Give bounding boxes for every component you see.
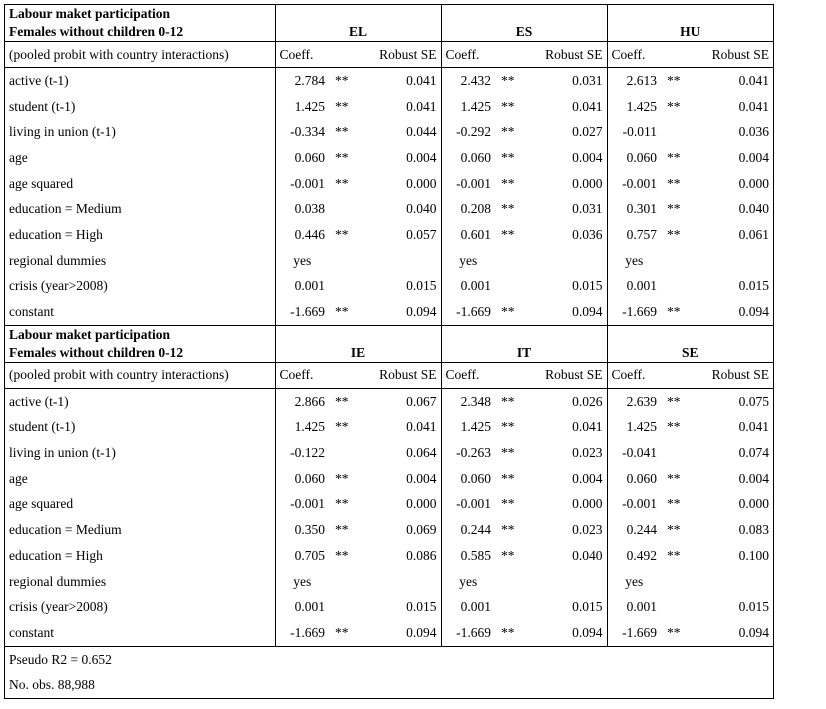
significance-stars: ** [335, 98, 349, 114]
robust-se-header: Robust SE [527, 42, 607, 68]
column-header-row [5, 362, 773, 388]
coeff-value: -1.669 [441, 620, 495, 646]
coeff-value: 1.425 [441, 94, 495, 120]
country-label: IE [275, 344, 441, 363]
row-label: regional dummies [9, 573, 107, 589]
significance-stars [329, 594, 361, 620]
significance-stars: ** [501, 226, 515, 242]
significance-stars: ** [667, 175, 681, 191]
row-label: age [9, 470, 28, 486]
coeff-value: -1.669 [607, 299, 661, 325]
significance-stars: ** [501, 72, 515, 88]
robust-se-header: Robust SE [693, 42, 773, 68]
table-row [5, 492, 773, 518]
robust-se-value: 0.036 [572, 226, 603, 242]
robust-se-value: 0.057 [406, 226, 437, 242]
coeff-value: 2.432 [441, 68, 495, 94]
coeff-value: 0.060 [275, 145, 329, 171]
significance-stars [661, 274, 693, 300]
panel-title-row [5, 5, 773, 23]
robust-se-value: 0.064 [406, 445, 437, 461]
coeff-value: 0.757 [607, 222, 661, 248]
coeff-value: 1.425 [607, 94, 661, 120]
robust-se-value: 0.000 [406, 175, 437, 191]
coeff-value: 0.244 [607, 517, 661, 543]
significance-stars [495, 274, 527, 300]
significance-stars: ** [667, 149, 681, 165]
robust-se-value: 0.004 [738, 149, 769, 165]
row-label: crisis (year>2008) [9, 278, 108, 294]
table-row [5, 415, 773, 441]
significance-stars: ** [335, 419, 349, 435]
robust-se-header: Robust SE [693, 362, 773, 388]
robust-se-value: 0.094 [693, 299, 773, 325]
robust-se-value: 0.015 [572, 278, 603, 294]
significance-stars: ** [335, 547, 349, 563]
panel-subtitle-row [5, 23, 773, 42]
coeff-value: -0.011 [607, 119, 661, 145]
coeff-value: 2.639 [607, 388, 661, 414]
significance-stars: ** [335, 470, 349, 486]
coeff-value: 0.301 [607, 196, 661, 222]
row-label: student (t-1) [9, 419, 76, 435]
table-row [5, 388, 773, 414]
coeff-value: 0.244 [441, 517, 495, 543]
coeff-value: 0.492 [607, 543, 661, 569]
robust-se-value: 0.041 [738, 98, 769, 114]
stars-header [329, 42, 361, 68]
coeff-value: -0.334 [275, 119, 329, 145]
coeff-value: yes [607, 569, 661, 595]
robust-se-value: 0.031 [572, 201, 603, 217]
coeff-value: yes [441, 248, 495, 274]
row-label: active (t-1) [9, 72, 69, 88]
stars-header [661, 42, 693, 68]
coeff-value: -1.669 [275, 620, 329, 646]
row-label: crisis (year>2008) [9, 599, 108, 615]
coeff-header: Coeff. [441, 362, 495, 388]
robust-se-value [361, 569, 441, 595]
robust-se-value: 0.000 [738, 175, 769, 191]
coeff-value: -0.001 [275, 492, 329, 518]
country-header-blank [441, 5, 607, 23]
table-row [5, 466, 773, 492]
panel-title: Labour maket participation [9, 6, 171, 21]
row-label: education = Medium [9, 201, 122, 217]
coeff-value: yes [275, 569, 329, 595]
robust-se-value: 0.094 [361, 299, 441, 325]
significance-stars: ** [501, 547, 515, 563]
coeff-value: yes [275, 248, 329, 274]
robust-se-header: Robust SE [361, 42, 441, 68]
significance-stars: ** [501, 393, 515, 409]
table-row [5, 68, 773, 94]
robust-se-value: 0.015 [406, 278, 437, 294]
table-row [5, 171, 773, 197]
coeff-value: -0.001 [607, 492, 661, 518]
significance-stars: ** [667, 226, 681, 242]
robust-se-value: 0.044 [406, 124, 437, 140]
country-header-blank [275, 5, 441, 23]
row-label: education = High [9, 547, 103, 563]
significance-stars: ** [329, 620, 361, 646]
row-label: student (t-1) [9, 98, 76, 114]
robust-se-header: Robust SE [361, 362, 441, 388]
significance-stars [329, 440, 361, 466]
robust-se-value: 0.015 [738, 599, 769, 615]
significance-stars [661, 440, 693, 466]
coeff-value: yes [441, 569, 495, 595]
coeff-value: -0.263 [441, 440, 495, 466]
significance-stars: ** [667, 470, 681, 486]
country-label: HU [607, 23, 773, 42]
significance-stars: ** [667, 72, 681, 88]
coeff-value: 0.001 [607, 594, 661, 620]
row-label: living in union (t-1) [9, 445, 116, 461]
table-row [5, 119, 773, 145]
row-label: active (t-1) [9, 393, 69, 409]
significance-stars: ** [335, 393, 349, 409]
robust-se-value: 0.094 [693, 620, 773, 646]
coeff-header: Coeff. [441, 42, 495, 68]
significance-stars: ** [335, 124, 349, 140]
coeff-value: 0.001 [441, 274, 495, 300]
table-row [5, 222, 773, 248]
significance-stars: ** [335, 149, 349, 165]
robust-se-value: 0.041 [572, 419, 603, 435]
panel-title: Labour maket participation [5, 325, 275, 344]
significance-stars: ** [335, 226, 349, 242]
robust-se-value: 0.094 [361, 620, 441, 646]
robust-se-value: 0.086 [406, 547, 437, 563]
row-label: constant [5, 620, 275, 646]
country-label: SE [607, 344, 773, 363]
significance-stars: ** [501, 98, 515, 114]
coeff-header: Coeff. [275, 362, 329, 388]
observation-count: No. obs. 88,988 [9, 677, 95, 693]
row-label: age squared [9, 496, 74, 512]
robust-se-header: Robust SE [527, 362, 607, 388]
significance-stars [661, 119, 693, 145]
significance-stars: ** [501, 175, 515, 191]
significance-stars [329, 248, 361, 274]
table-row [5, 299, 773, 325]
robust-se-value: 0.004 [572, 470, 603, 486]
coeff-value: -0.001 [275, 171, 329, 197]
coeff-value: 0.208 [441, 196, 495, 222]
significance-stars: ** [661, 620, 693, 646]
panel-subtitle: Females without children 0-12 [5, 344, 275, 363]
coeff-value: 0.001 [275, 594, 329, 620]
country-header-blank [607, 5, 773, 23]
row-label: education = High [9, 226, 103, 242]
robust-se-value: 0.023 [572, 522, 603, 538]
robust-se-value: 0.004 [572, 149, 603, 165]
coeff-value: 0.060 [607, 466, 661, 492]
row-label: regional dummies [9, 252, 107, 268]
coeff-value: -0.041 [607, 440, 661, 466]
significance-stars: ** [661, 299, 693, 325]
country-label: EL [275, 23, 441, 42]
robust-se-value: 0.026 [572, 393, 603, 409]
table-row [5, 517, 773, 543]
robust-se-value: 0.036 [738, 124, 769, 140]
robust-se-value [527, 248, 607, 274]
robust-se-value: 0.074 [738, 445, 769, 461]
significance-stars: ** [667, 522, 681, 538]
significance-stars [329, 196, 361, 222]
table-row [5, 248, 773, 274]
significance-stars: ** [501, 445, 515, 461]
robust-se-value: 0.094 [527, 620, 607, 646]
coeff-value: yes [607, 248, 661, 274]
coeff-value: 0.001 [607, 274, 661, 300]
coeff-value: 0.038 [275, 196, 329, 222]
robust-se-value: 0.023 [572, 445, 603, 461]
significance-stars [661, 594, 693, 620]
significance-stars: ** [667, 201, 681, 217]
robust-se-value: 0.083 [738, 522, 769, 538]
coeff-value: 0.060 [607, 145, 661, 171]
country-header-blank [275, 325, 441, 344]
robust-se-value: 0.075 [738, 393, 769, 409]
table-row [5, 594, 773, 620]
coeff-value: -1.669 [275, 299, 329, 325]
coeff-value: 0.585 [441, 543, 495, 569]
method-label: (pooled probit with country interactions) [5, 42, 275, 68]
coeff-value: 0.446 [275, 222, 329, 248]
table-row [5, 543, 773, 569]
significance-stars: ** [495, 620, 527, 646]
country-label: IT [441, 344, 607, 363]
robust-se-value: 0.041 [738, 72, 769, 88]
panel-subtitle: Females without children 0-12 [5, 23, 275, 42]
pseudo-r2: Pseudo R2 = 0.652 [9, 651, 112, 667]
coeff-value: 0.001 [275, 274, 329, 300]
robust-se-value: 0.061 [738, 226, 769, 242]
panel-title-row [5, 325, 773, 344]
country-label: ES [441, 23, 607, 42]
significance-stars: ** [501, 419, 515, 435]
significance-stars: ** [501, 496, 515, 512]
coeff-value: -1.669 [607, 620, 661, 646]
robust-se-value: 0.040 [738, 201, 769, 217]
coeff-value: 2.784 [275, 68, 329, 94]
robust-se-value: 0.094 [527, 299, 607, 325]
footer-row [5, 646, 773, 672]
coeff-value: -0.122 [275, 440, 329, 466]
robust-se-value: 0.031 [572, 72, 603, 88]
significance-stars [495, 594, 527, 620]
coeff-value: 1.425 [275, 94, 329, 120]
robust-se-value: 0.041 [406, 72, 437, 88]
robust-se-value: 0.100 [738, 547, 769, 563]
table-row [5, 145, 773, 171]
significance-stars [329, 569, 361, 595]
significance-stars [329, 274, 361, 300]
coeff-value: -0.001 [441, 171, 495, 197]
table-row [5, 94, 773, 120]
robust-se-value [361, 248, 441, 274]
row-label: age [9, 149, 28, 165]
robust-se-value: 0.004 [406, 149, 437, 165]
table-row [5, 196, 773, 222]
significance-stars: ** [667, 547, 681, 563]
table-row [5, 569, 773, 595]
significance-stars: ** [335, 522, 349, 538]
coeff-value: 0.060 [441, 145, 495, 171]
country-header-blank [607, 325, 773, 344]
robust-se-value [527, 569, 607, 595]
robust-se-value: 0.041 [406, 98, 437, 114]
robust-se-value: 0.040 [572, 547, 603, 563]
row-label: constant [5, 299, 275, 325]
significance-stars [661, 569, 693, 595]
robust-se-value: 0.004 [738, 470, 769, 486]
significance-stars: ** [667, 419, 681, 435]
significance-stars: ** [667, 496, 681, 512]
significance-stars: ** [501, 522, 515, 538]
table-row [5, 274, 773, 300]
significance-stars [495, 569, 527, 595]
row-label: education = Medium [9, 522, 122, 538]
stars-header [329, 362, 361, 388]
robust-se-value: 0.041 [572, 98, 603, 114]
robust-se-value [693, 569, 773, 595]
significance-stars: ** [501, 149, 515, 165]
significance-stars: ** [501, 470, 515, 486]
table-row [5, 440, 773, 466]
coeff-value: -0.001 [607, 171, 661, 197]
robust-se-value [693, 248, 773, 274]
robust-se-value: 0.040 [406, 201, 437, 217]
coeff-value: -1.669 [441, 299, 495, 325]
significance-stars [495, 248, 527, 274]
significance-stars: ** [335, 175, 349, 191]
significance-stars: ** [667, 98, 681, 114]
robust-se-value: 0.015 [406, 599, 437, 615]
coeff-value: 2.613 [607, 68, 661, 94]
coeff-value: 0.350 [275, 517, 329, 543]
significance-stars: ** [501, 201, 515, 217]
coeff-value: 0.060 [275, 466, 329, 492]
robust-se-value: 0.004 [406, 470, 437, 486]
coeff-value: 1.425 [441, 415, 495, 441]
robust-se-value: 0.000 [572, 175, 603, 191]
significance-stars: ** [495, 299, 527, 325]
coeff-header: Coeff. [607, 42, 661, 68]
column-header-row [5, 42, 773, 68]
robust-se-value: 0.000 [738, 496, 769, 512]
significance-stars: ** [335, 496, 349, 512]
row-label: living in union (t-1) [9, 124, 116, 140]
robust-se-value: 0.015 [738, 278, 769, 294]
robust-se-value: 0.015 [572, 599, 603, 615]
coeff-value: 0.001 [441, 594, 495, 620]
footer-row [5, 672, 773, 698]
robust-se-value: 0.067 [406, 393, 437, 409]
panel-subtitle-row [5, 344, 773, 363]
coeff-header: Coeff. [275, 42, 329, 68]
stars-header [495, 42, 527, 68]
robust-se-value: 0.069 [406, 522, 437, 538]
significance-stars: ** [335, 72, 349, 88]
stars-header [661, 362, 693, 388]
significance-stars: ** [329, 299, 361, 325]
robust-se-value: 0.041 [406, 419, 437, 435]
coeff-value: 2.866 [275, 388, 329, 414]
significance-stars [661, 248, 693, 274]
coeff-value: 2.348 [441, 388, 495, 414]
significance-stars: ** [667, 393, 681, 409]
coeff-value: -0.001 [441, 492, 495, 518]
coeff-header: Coeff. [607, 362, 661, 388]
country-header-blank [441, 325, 607, 344]
coeff-value: 0.060 [441, 466, 495, 492]
coeff-value: -0.292 [441, 119, 495, 145]
method-label: (pooled probit with country interactions) [5, 362, 275, 388]
coeff-value: 1.425 [275, 415, 329, 441]
robust-se-value: 0.000 [406, 496, 437, 512]
robust-se-value: 0.041 [738, 419, 769, 435]
row-label: age squared [9, 175, 74, 191]
coeff-value: 1.425 [607, 415, 661, 441]
robust-se-value: 0.000 [572, 496, 603, 512]
regression-table [5, 5, 773, 698]
robust-se-value: 0.027 [572, 124, 603, 140]
table-row [5, 620, 773, 646]
significance-stars: ** [501, 124, 515, 140]
coeff-value: 0.601 [441, 222, 495, 248]
stars-header [495, 362, 527, 388]
coeff-value: 0.705 [275, 543, 329, 569]
